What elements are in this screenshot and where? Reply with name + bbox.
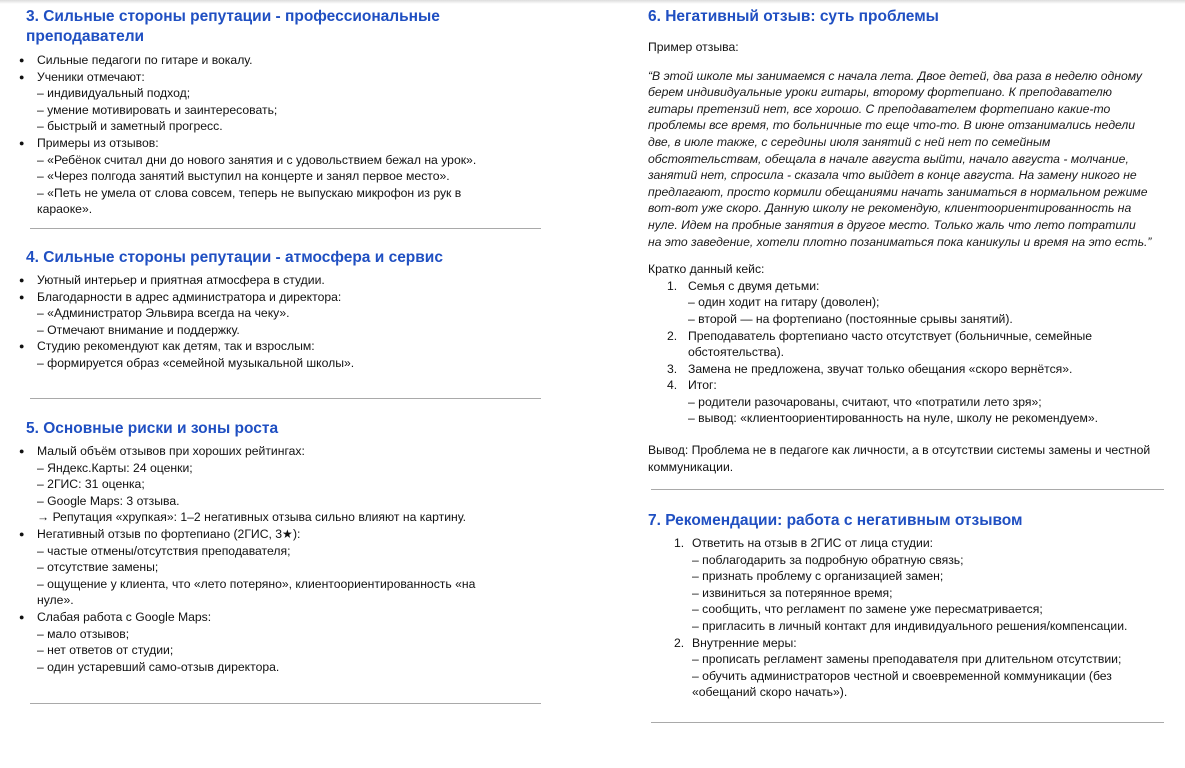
list-subitem: – прописать регламент замены преподавателя при длительном отсутствии; [692,652,1122,667]
list-subitem: – Яндекс.Карты: 24 оценки; [37,460,193,475]
list-subitem: – сообщить, что регламент по замене уже пересматривается; [692,602,1043,617]
list-item: ● Негативный отзыв по фортепиано (2ГИС, 3★): [0,526,475,543]
quote-line: обстоятельствам, обещала в начале августа выйти, начало августа - молчание, [648,151,1129,166]
quote-line: предлагают, просто кормили обещаниями начать заниматься в нормальном режиме [648,184,1148,199]
list-item: ● Сильные педагоги по гитаре и вокалу. [0,52,476,69]
numbered-item [648,361,1151,378]
list-subitem: – «Администратор Эльвира всегда на чеку». [37,306,290,321]
list-item: ● Уютный интерьер и приятная атмосфера в студии. [0,272,443,289]
item-number: 1. [674,536,685,550]
list-item: ● Слабая работа с Google Maps: [0,609,475,626]
left-slide-page [0,0,570,768]
list-subitem: – один ходит на гитару (доволен); [688,295,880,310]
quote-line: занятий нет, спросила - сказала что выйдет в конце августа. На замену никого не [648,168,1137,183]
case-summary-list [648,278,1151,427]
numbered-item [648,278,1151,295]
section-7-title: 7. Рекомендации: работа с негативным отзывом [648,512,1023,529]
list-subitem: – индивидуальный подход; [37,86,191,101]
summary-label: Кратко данный кейс: [648,262,765,277]
list-subitem: – обучить администраторов честной и своевременной коммуникации (без [692,668,1112,683]
section-5 [26,419,475,675]
list-subitem: – родители разочарованы, считают, что «потратили лето зря»; [688,394,1042,409]
divider [651,722,1164,723]
list-subitem: – формируется образ «семейной музыкальной школы». [37,355,355,370]
list-subitem: караоке». [37,202,93,217]
section-6 [648,7,1151,475]
list-subitem: – один устаревший само-отзыв директора. [37,659,280,674]
list-subitem: – «Петь не умела от слова совсем, теперь не выпускаю микрофон из рук в [37,185,462,200]
list-item: ● Малый объём отзывов при хороших рейтингах: [0,443,475,460]
numbered-item [648,377,1151,394]
item-text: Итог: [688,378,717,393]
conclusion [648,442,1151,475]
conclusion-line: коммуникации. [648,459,734,474]
right-slide-page [620,0,1185,768]
list-subitem: нуле». [37,593,74,608]
quote-line: две, в июле также, с середины июля занятий с ней нет по семейным [648,134,1051,149]
section-5-title: 5. Основные риски и зоны роста [26,420,279,437]
section-5-list [0,443,475,675]
divider [30,398,541,399]
example-label: Пример отзыва: [648,40,739,54]
list-subitem: – вывод: «клиентоориентированность на нуле, школу не рекомендуем». [688,411,1099,426]
section-4-list [0,272,443,372]
list-subitem: – частые отмены/отсутствия преподавателя; [37,543,291,558]
recommendations-list [620,535,1127,701]
item-number: 1. [667,278,678,293]
quote-line: гитары претензий нет, все хорошо. С преподавателем фортепиано какие-то [648,101,1111,116]
review-quote [648,68,1151,251]
section-3-title-line-2: преподаватели [26,28,145,45]
list-subitem: – Отмечают внимание и поддержку. [37,322,240,337]
divider [651,489,1164,490]
quote-line: нуле. Идем на пробные занятия в другое место. Только жаль что лето потратили [648,217,1136,232]
divider [30,703,541,704]
quote-line: вот-вот уже скоро. Данную школу не рекомендую, клиентоориентированность на [648,201,1132,216]
quote-line: проблемы все время, то больничные то еще что-то. В июне отзанимались недели [648,118,1136,133]
item-text: Внутренние меры: [692,635,797,650]
section-3-title-line-1: 3. Сильные стороны репутации - профессиональные [26,8,440,25]
numbered-item [648,328,1151,345]
list-item: ● Ученики отмечают: [0,69,476,86]
list-subitem: – поблагодарить за подробную обратную связь; [692,552,964,567]
list-subitem: – извиниться за потерянное время; [692,585,893,600]
list-subitem: – мало отзывов; [37,626,130,641]
item-text: Преподаватель фортепиано часто отсутствует (больничные, семейные [688,328,1093,343]
list-subitem: – «Через полгода занятий выступил на концерте и занял первое место». [37,169,450,184]
list-item: ● Студию рекомендуют как детям, так и взрослым: [0,338,443,355]
divider [30,228,541,229]
list-item-continuation: обстоятельства). [688,345,785,360]
section-3 [26,7,476,218]
list-subitem: – 2ГИС: 31 оценка; [37,477,145,492]
list-subitem: – ощущение у клиента, что «лето потеряно», клиентоориентированность «на [37,576,476,591]
section-3-title [26,7,476,47]
section-6-title: 6. Негативный отзыв: суть проблемы [648,8,939,25]
item-number: 4. [667,378,678,393]
list-subitem: – «Ребёнок считал дни до нового занятия и с удовольствием бежал на урок». [37,152,477,167]
list-subitem: – пригласить в личный контакт для индивидуального решения/компенсации. [692,618,1128,633]
numbered-item [620,535,1127,552]
list-subitem: → Репутация «хрупкая»: 1–2 негативных отзыва сильно влияют на картину. [37,510,467,525]
list-subitem: – второй — на фортепиано (постоянные срывы занятий). [688,311,1013,326]
list-subitem: – отсутствие замены; [37,560,159,575]
item-number: 3. [667,361,678,376]
quote-line: “В этой школе мы занимаемся с начала лета. Двое детей, два раза в неделю одному [648,68,1143,83]
item-number: 2. [667,328,678,343]
list-subitem: – умение мотивировать и заинтересовать; [37,102,278,117]
item-text: Замена не предложена, звучат только обещания «скоро вернётся». [688,361,1073,376]
item-text: Семья с двумя детьми: [688,278,820,293]
section-4-title: 4. Сильные стороны репутации - атмосфера и сервис [26,249,443,266]
section-4 [26,248,443,372]
conclusion-line: Вывод: Проблема не в педагоге как личности, а в отсутствии системы замены и честной [648,443,1151,458]
quote-line: на это заведение, хотели плотно позаниматься пока каникулы и время на это есть.” [648,234,1152,249]
section-3-list [0,52,476,218]
quote-line: берем индивидуальные уроки гитары, второму фортепиано. К преподавателю [648,85,1112,100]
list-subitem: – быстрый и заметный прогресс. [37,119,223,134]
section-7 [648,511,1127,701]
list-item: ● Благодарности в адрес администратора и директора: [0,289,443,306]
list-item: ● Примеры из отзывов: [0,135,476,152]
item-number: 2. [674,635,685,650]
item-text: Ответить на отзыв в 2ГИС от лица студии: [692,536,934,550]
list-subitem: – признать проблему с организацией замен; [692,569,944,584]
list-item-continuation: «обещаний скоро начать»). [692,685,848,700]
numbered-item [620,635,1127,652]
list-subitem: – нет ответов от студии; [37,643,174,658]
list-subitem: – Google Maps: 3 отзыва. [37,493,180,508]
